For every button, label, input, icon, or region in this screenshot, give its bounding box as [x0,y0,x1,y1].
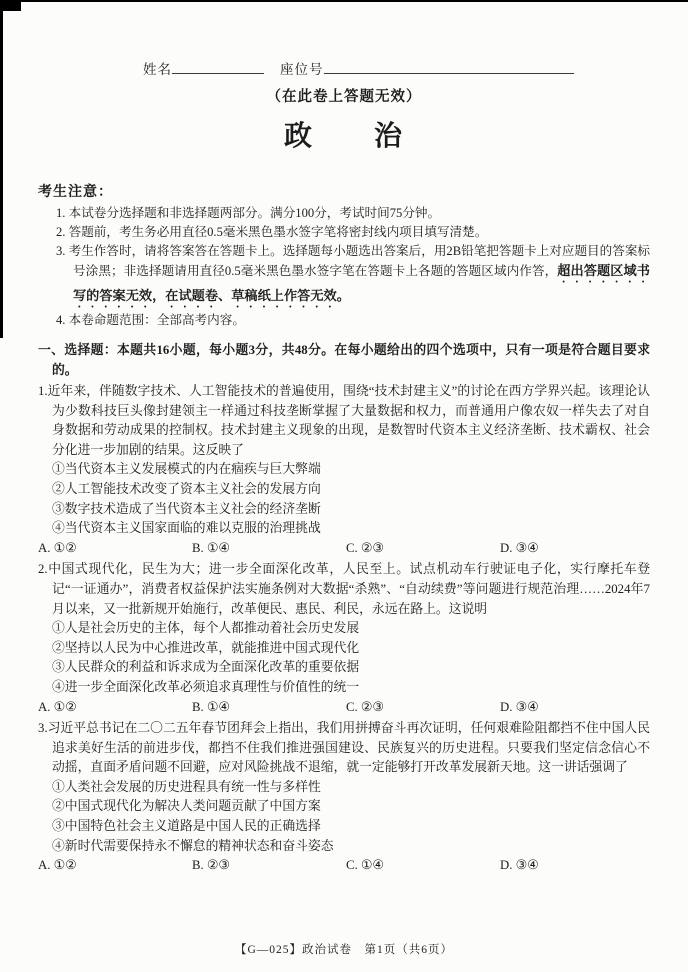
statement-1: ①人类社会发展的历史进程具有统一性与多样性 [52,779,321,794]
seat-number-blank-line [324,61,574,74]
choice-c: C. ①④ [346,858,384,873]
choice-a: A. ①② [38,540,77,555]
scan-artifact-corner-mark [0,0,21,11]
statement-3: ③数字技术造成了当代资本主义社会的经济垄断 [52,501,321,516]
statement-1: ①人是社会历史的主体，每个人都推动着社会历史发展 [52,621,360,636]
question-number: 2. [38,562,48,577]
question-1-stem [38,382,650,460]
statement-3: ③人民群众的利益和诉求成为全面深化改革的重要依据 [52,660,360,675]
question-1-answer-choices [38,539,650,559]
question-2-stem [38,560,650,619]
statement-3: ③中国特色社会主义道路是中国人民的正确选择 [52,819,321,834]
statement-1: ①当代资本主义发展模式的内在痼疾与巨大弊端 [52,462,321,477]
scan-artifact-left-line [0,0,3,338]
question-number: 3. [38,721,48,736]
seat-number-label: 座位号 [280,62,324,77]
choice-a: A. ①② [38,699,77,714]
candidate-info-row [143,58,650,78]
notice-item-2: 2. 答题前，考生务必用直径0.5毫米黑色墨水签字笔将密封线内项目填写清楚。 [56,225,488,239]
name-label: 姓名 [143,62,172,77]
notice-item-1: 1. 本试卷分选择题和非选择题两部分。满分100分，考试时间75分钟。 [56,206,441,220]
statement-4: ④当代资本主义国家面临的难以克服的治理挑战 [52,521,321,536]
section-heading-multiple-choice: 一、选择题：本题共16小题，每小题3分，共48分。在每小题给出的四个选项中，只有一项是符合题目要求的。 [38,343,650,377]
question-3-statements [38,778,650,856]
choice-d: D. ③④ [500,540,539,555]
choice-c: C. ②③ [346,540,384,555]
question-stem-text: 近年来，伴随数字技术、人工智能技术的普遍使用，围绕“技术封建主义”的讨论在西方学界兴起。该理论认为少数科技巨头像封建领主一样通过科技垄断掌握了大量数据和权力，而普通用户像农奴一样失去了对自身数据和劳动成果的控制权。技术封建主义现象的出现，是数智时代资本主义经济垄断、技术霸权、社会分化进一步加剧的结果。这反映了 [47,384,650,457]
notice-item-3-emphasis: 超出答题区域书写的答案无效，在试题卷、草稿纸上作答无效。 [73,263,650,303]
question-2 [38,560,650,717]
page-footer: 【G—025】政治试卷 第1页（共6页） [234,944,454,956]
statement-4: ④进一步全面深化改革必须追求真理性与价值性的统一 [52,679,360,694]
question-1-statements [38,460,650,538]
choice-b: B. ①④ [192,699,230,714]
exam-title: 政 治 [283,121,404,152]
choice-d: D. ③④ [500,858,539,873]
question-1 [38,382,650,558]
question-2-answer-choices [38,698,650,718]
statement-4: ④新时代需要保持永不懈怠的精神状态和奋斗姿态 [52,838,334,853]
question-3 [38,719,650,876]
notice-item-4: 4. 本卷命题范围：全部高考内容。 [56,313,245,327]
examinee-notice-list [38,204,650,330]
name-blank-line [172,61,264,74]
statement-2: ②人工智能技术改变了资本主义社会的发展方向 [52,481,321,496]
notice-item-3 [56,242,650,311]
scan-artifact-top-line [0,0,688,2]
choice-c: C. ②③ [346,699,384,714]
notice-item-3-text: 3. 考生作答时，请将答案答在答题卡上。选择题每小题选出答案后，用2B铅笔把答题卡上对应题目的答案标号涂黑；非选择题请用直径0.5毫米黑色墨水签字笔在答题卡上各题的答题区域内作答， [56,244,651,278]
choice-b: B. ②③ [192,858,230,873]
question-stem-text: 习近平总书记在二〇二五年春节团拜会上指出，我们用拼搏奋斗再次证明，任何艰难险阻都挡不住中国人民追求美好生活的前进步伐，都挡不住我们推进强国建设、民族复兴的历史进程。只要我们坚定信念信心不动摇，直面矛盾问题不回避，应对风险挑战不退缩，就一定能够打开改革发展新天地。这一讲话强调了 [47,721,650,775]
question-2-statements [38,619,650,697]
question-3-stem [38,719,650,778]
choice-a: A. ①② [38,858,77,873]
statement-2: ②中国式现代化为解决人类问题贡献了中国方案 [52,799,321,814]
choice-b: B. ①④ [192,540,230,555]
examinee-notice-heading: 考生注意： [38,185,113,200]
question-number: 1. [38,384,48,398]
answer-invalid-notice: （在此卷上答题无效） [266,89,422,105]
statement-2: ②坚持以人民为中心推进改革，就能推进中国式现代化 [52,640,360,655]
question-stem-text: 中国式现代化，民生为大；进一步全面深化改革，人民至上。试点机动车行驶证电子化，实行摩托车登记“一证通办”，消费者权益保护法实施条例对大数据“杀熟”、“自动续费”等问题进行规范治理……2024年7月以来，又一批新规开始施行，改革便民、惠民、利民，永远在路上。这说明 [47,562,650,616]
choice-d: D. ③④ [500,699,539,714]
question-3-answer-choices [38,856,650,876]
